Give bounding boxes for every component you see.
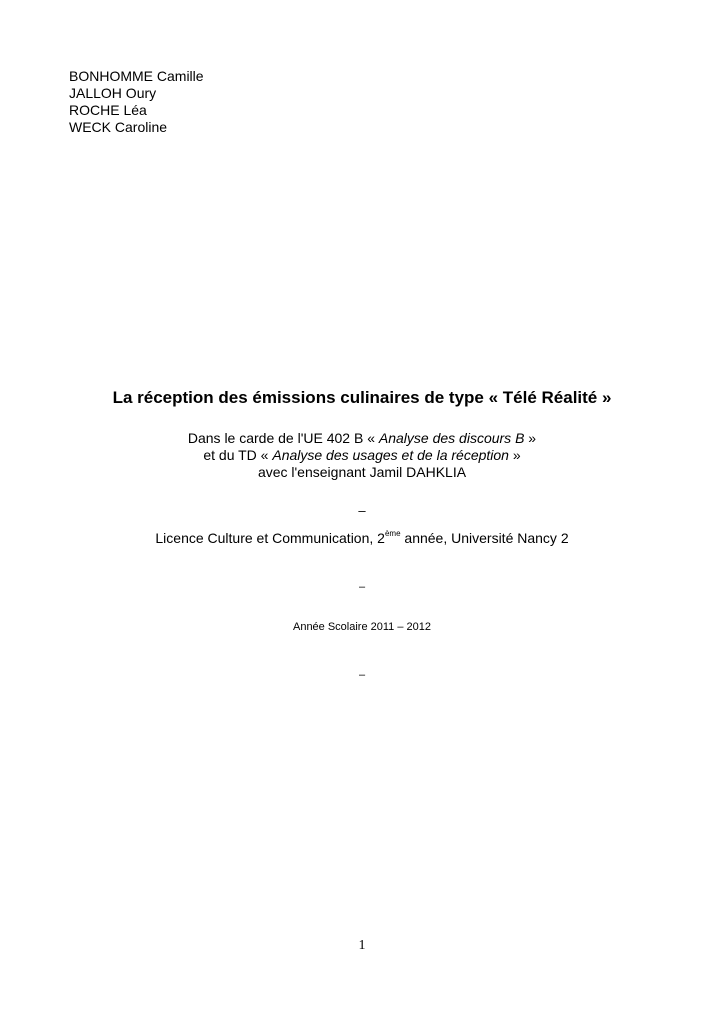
separator-dash: – (358, 669, 366, 681)
document-title: La réception des émissions culinaires de type « Télé Réalité » (112, 388, 612, 407)
licence-text: année, Université Nancy 2 (400, 530, 569, 546)
context-text: et du TD « (203, 447, 273, 463)
licence-text: Licence Culture et Communication, 2 (155, 530, 385, 546)
context-text: » (524, 430, 537, 446)
separator-dash: – (358, 581, 366, 593)
licence-superscript: ème (384, 529, 401, 539)
page-number: 1 (358, 938, 366, 953)
author-name: BONHOMME Camille (69, 68, 204, 84)
context-text: » (508, 447, 521, 463)
author-list (69, 68, 204, 136)
context-text: Dans le carde de l'UE 402 B « (187, 430, 379, 446)
course-context (0, 430, 724, 481)
context-line-teacher: avec l'enseignant Jamil DAHKLIA (257, 464, 467, 480)
licence-line (0, 530, 724, 547)
context-line-ue (0, 430, 724, 447)
separator-dash: – (358, 503, 366, 518)
author-name: JALLOH Oury (69, 85, 157, 101)
context-line-td (0, 447, 724, 464)
author-name: WECK Caroline (69, 119, 168, 135)
course-name: Analyse des discours B (378, 430, 525, 446)
school-year: Année Scolaire 2011 – 2012 (292, 621, 431, 633)
td-name: Analyse des usages et de la réception (272, 447, 509, 463)
author-name: ROCHE Léa (69, 102, 147, 118)
